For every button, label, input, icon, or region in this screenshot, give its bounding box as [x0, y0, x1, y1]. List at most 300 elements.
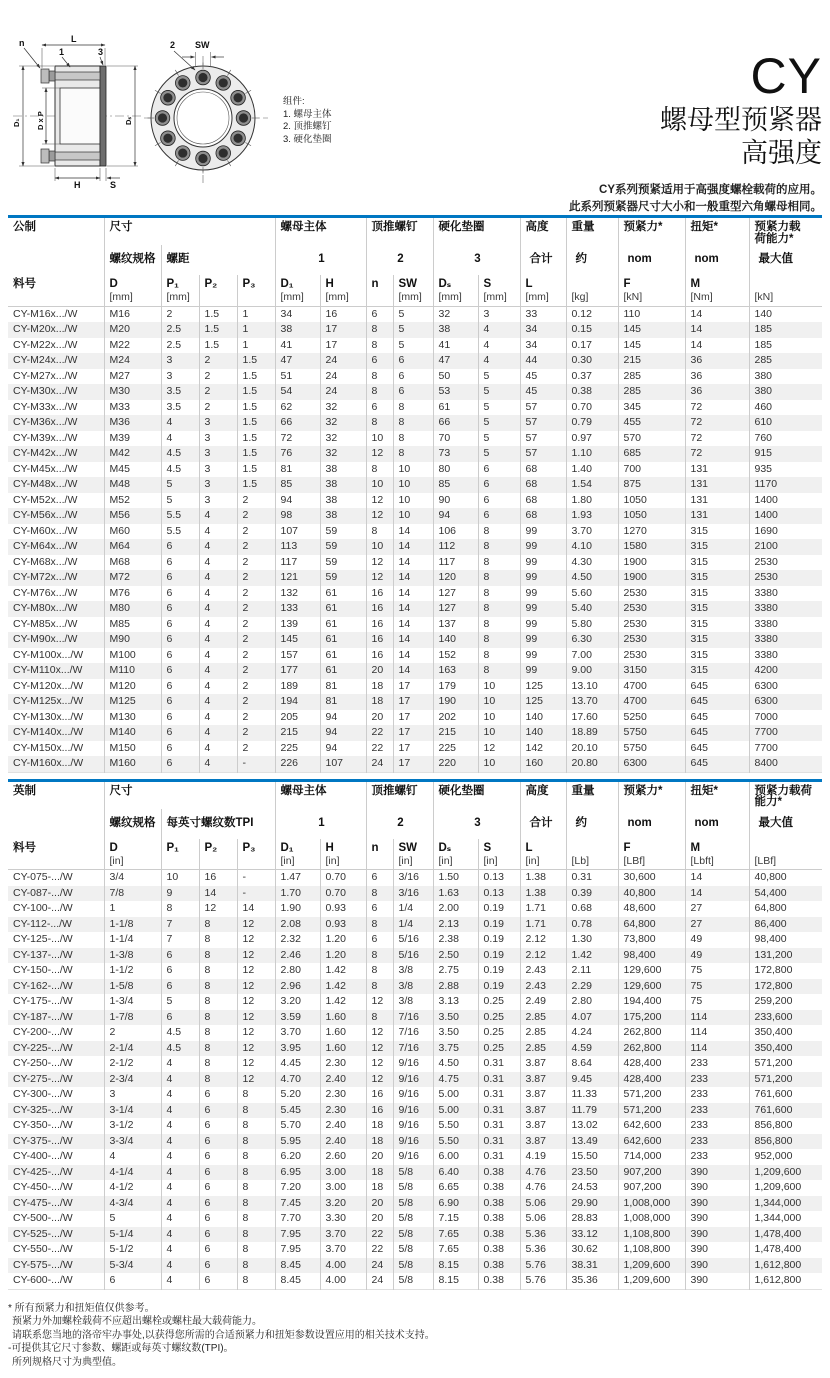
table-cell: 233 — [685, 1103, 749, 1119]
table-cell: CY-M22x.../W — [13, 338, 78, 351]
table-cell: 3.5 — [161, 400, 199, 416]
table-cell: 18.89 — [566, 725, 618, 741]
table-cell: 3 — [199, 477, 237, 493]
table-cell: 38 — [275, 322, 320, 338]
table-cell: 645 — [685, 679, 749, 695]
table-cell: CY-200-.../W — [13, 1026, 73, 1038]
table-cell: 6 — [161, 648, 199, 664]
table-cell: M60 — [104, 524, 161, 540]
description-line: 此系列预紧器尺寸大小和一般重型六角螺母相同。 — [569, 201, 822, 213]
table-cell: 7700 — [749, 725, 822, 741]
table-row — [8, 663, 822, 679]
table-cell: 54,400 — [749, 886, 822, 902]
table-cell: 4 — [199, 539, 237, 555]
table-cell: 3 — [199, 431, 237, 447]
table-cell: 14 — [685, 322, 749, 338]
table-cell: 5250 — [618, 710, 685, 726]
table-cell: 5.76 — [520, 1273, 566, 1289]
table-cell: 2.5 — [161, 322, 199, 338]
table-cell: 6 — [393, 353, 433, 369]
table-cell: 215 — [618, 353, 685, 369]
table-cell: 262,800 — [618, 1041, 685, 1057]
table-cell: 2.85 — [520, 1025, 566, 1041]
table-cell: 0.78 — [566, 917, 618, 933]
table-cell: 8 — [237, 1134, 275, 1150]
table-cell: 5/16 — [393, 932, 433, 948]
column-header: 硬化垫圈 — [433, 780, 520, 809]
table-row — [8, 322, 822, 338]
table-cell: 0.19 — [478, 979, 520, 995]
table-cell: 18 — [366, 1180, 393, 1196]
table-cell: CY-275-.../W — [13, 1072, 73, 1085]
table-cell: 112 — [433, 539, 478, 555]
column-header: D₁ [mm] — [275, 275, 320, 306]
table-cell: 10 — [478, 725, 520, 741]
table-cell: 2.13 — [433, 917, 478, 933]
table-cell: 6 — [161, 663, 199, 679]
table-cell: 8 — [237, 1242, 275, 1258]
table-cell: 9/16 — [393, 1118, 433, 1134]
table-cell: 76 — [275, 446, 320, 462]
table-cell: 32 — [320, 431, 366, 447]
table-cell: 0.31 — [478, 1134, 520, 1150]
table-cell: 2.40 — [320, 1072, 366, 1088]
table-cell: 0.19 — [478, 963, 520, 979]
page-subtitle: 高强度 — [741, 138, 822, 168]
table-row — [8, 369, 822, 385]
column-header: nom — [618, 809, 685, 839]
table-cell: 1.5 — [199, 338, 237, 354]
table-cell: 2.49 — [520, 994, 566, 1010]
table-cell: 2 — [237, 524, 275, 540]
column-header: S [mm] — [478, 275, 520, 306]
table-cell: 45 — [520, 384, 566, 400]
table-cell: 7/16 — [393, 1025, 433, 1041]
table-cell: 570 — [618, 431, 685, 447]
table-cell: M20 — [104, 322, 161, 338]
table-cell: 36 — [685, 353, 749, 369]
table-cell: 3/16 — [393, 870, 433, 886]
table-row — [8, 524, 822, 540]
table-cell: 7000 — [749, 710, 822, 726]
table-cell: 20 — [366, 710, 393, 726]
table-cell: 3380 — [749, 617, 822, 633]
table-row — [8, 353, 822, 369]
table-cell: CY-M24x.../W — [13, 354, 78, 366]
table-cell: 6300 — [618, 756, 685, 772]
table-cell: 0.70 — [320, 870, 366, 886]
table-cell: 225 — [275, 741, 320, 757]
table-cell: 6 — [478, 462, 520, 478]
table-cell: 12 — [366, 570, 393, 586]
table-cell: 22 — [366, 741, 393, 757]
table-cell: 0.25 — [478, 1041, 520, 1057]
table-cell: 856,800 — [749, 1134, 822, 1150]
product-description — [569, 182, 822, 216]
table-cell: 17 — [393, 741, 433, 757]
table-cell: 8 — [199, 963, 237, 979]
table-cell: 645 — [685, 741, 749, 757]
table-cell: 2.40 — [320, 1118, 366, 1134]
table-row — [8, 679, 822, 695]
table-cell: 59 — [320, 555, 366, 571]
table-cell: 131 — [685, 508, 749, 524]
table-cell: 7.15 — [433, 1211, 478, 1227]
table-cell: 390 — [685, 1273, 749, 1289]
hardened-washer-section — [100, 66, 106, 166]
table-cell: 6 — [161, 679, 199, 695]
table-cell: 8 — [237, 1227, 275, 1243]
table-cell: 8 — [161, 901, 199, 917]
table-row — [8, 1273, 822, 1289]
column-header: P₃ — [237, 839, 275, 870]
column-header: 约 — [566, 809, 618, 839]
table-cell: 8 — [366, 462, 393, 478]
table-cell: 35.36 — [566, 1273, 618, 1289]
table-cell: 75 — [685, 963, 749, 979]
column-header: M [Lbft] — [685, 839, 749, 870]
table-cell: 4 — [161, 1196, 199, 1212]
table-cell: 6 — [161, 710, 199, 726]
table-cell: 1.30 — [566, 932, 618, 948]
table-cell: 6 — [199, 1273, 237, 1289]
table-cell: 29.90 — [566, 1196, 618, 1212]
table-cell: 5.50 — [433, 1134, 478, 1150]
table-cell: 1-1/2 — [104, 963, 161, 979]
table-cell: 6.40 — [433, 1165, 478, 1181]
table-cell: 140 — [520, 710, 566, 726]
table-cell: 4.76 — [520, 1165, 566, 1181]
table-cell: 6 — [161, 601, 199, 617]
footnote-line: 所列规格尺寸为典型值。 — [12, 1356, 122, 1368]
table-cell: M68 — [104, 555, 161, 571]
table-cell: 315 — [685, 601, 749, 617]
table-cell: M100 — [104, 648, 161, 664]
table-cell: 4 — [199, 632, 237, 648]
description-line: CY系列预紧适用于高强度螺栓载荷的应用。 — [599, 184, 822, 196]
table-cell: 390 — [685, 1165, 749, 1181]
table-cell: 16 — [366, 648, 393, 664]
table-cell: 41 — [433, 338, 478, 354]
table-cell: 12 — [366, 994, 393, 1010]
table-cell: 99 — [520, 663, 566, 679]
table-cell: 68 — [520, 508, 566, 524]
callout-part1: 1 — [59, 47, 65, 57]
table-cell: 2.32 — [275, 932, 320, 948]
table-cell: 99 — [520, 555, 566, 571]
table-cell: 6 — [161, 586, 199, 602]
table-cell: 1.42 — [320, 963, 366, 979]
table-cell: 137 — [433, 617, 478, 633]
table-cell: 14 — [393, 601, 433, 617]
table-cell: 1,478,400 — [749, 1242, 822, 1258]
table-cell: M48 — [104, 477, 161, 493]
table-cell: CY-M150x.../W — [13, 741, 84, 754]
table-cell: 935 — [749, 462, 822, 478]
table-cell: 24 — [320, 384, 366, 400]
bore-circle — [174, 89, 232, 147]
table-cell: 1,008,000 — [618, 1196, 685, 1212]
table-cell: 2530 — [618, 648, 685, 664]
table-row — [8, 632, 822, 648]
table-cell: CY-M120x.../W — [13, 679, 84, 692]
table-cell: 94 — [275, 493, 320, 509]
table-cell: 59 — [320, 539, 366, 555]
table-cell: 14 — [685, 870, 749, 886]
table-cell: 4 — [199, 756, 237, 772]
table-cell: 49 — [685, 932, 749, 948]
table-cell: CY-M48x.../W — [13, 478, 78, 490]
table-cell: M64 — [104, 539, 161, 555]
table-cell: 110 — [618, 306, 685, 322]
table-cell: 6300 — [749, 694, 822, 710]
table-cell: 390 — [685, 1180, 749, 1196]
table-cell: 5 — [478, 384, 520, 400]
column-header — [8, 245, 104, 275]
table-cell: M24 — [104, 353, 161, 369]
column-header: 扭矩* — [685, 217, 749, 246]
table-cell: 2 — [237, 725, 275, 741]
table-cell: 3150 — [618, 663, 685, 679]
table-cell: 4 — [199, 508, 237, 524]
table-cell: 14 — [393, 648, 433, 664]
table-cell: 1.42 — [320, 979, 366, 995]
table-cell: 8 — [366, 1010, 393, 1026]
table-cell: 2.40 — [320, 1134, 366, 1150]
table-cell: 12 — [237, 1056, 275, 1072]
table-cell: 14 — [393, 539, 433, 555]
table-cell: 1-5/8 — [104, 979, 161, 995]
table-cell: 1-3/4 — [104, 994, 161, 1010]
table-cell: 32 — [320, 400, 366, 416]
table-row — [8, 1103, 822, 1119]
table-cell: 51 — [275, 369, 320, 385]
table-cell: 98,400 — [618, 948, 685, 964]
table-cell: CY-150-.../W — [13, 964, 73, 976]
table-cell: 8 — [478, 524, 520, 540]
table-cell: 6 — [161, 741, 199, 757]
table-cell: 1,612,800 — [749, 1258, 822, 1274]
dim-label-ds: Dₛ — [124, 116, 133, 125]
table-cell: 8 — [366, 917, 393, 933]
table-cell: 113 — [275, 539, 320, 555]
table-cell: CY-125-.../W — [13, 933, 73, 945]
table-cell: 18 — [366, 694, 393, 710]
table-cell: 2 — [199, 400, 237, 416]
table-cell: 390 — [685, 1211, 749, 1227]
table-cell: 4.30 — [566, 555, 618, 571]
table-cell: 3.30 — [320, 1211, 366, 1227]
table-cell: 133 — [275, 601, 320, 617]
table-cell: CY-M20x.../W — [13, 323, 78, 335]
column-header: P₁ [mm] — [161, 275, 199, 306]
table-cell: 23.50 — [566, 1165, 618, 1181]
table-cell: 3.50 — [433, 1025, 478, 1041]
column-header: 公制 — [13, 221, 36, 233]
table-cell: 856,800 — [749, 1118, 822, 1134]
table-cell: 3/16 — [393, 886, 433, 902]
table-cell: M39 — [104, 431, 161, 447]
table-cell: 172,800 — [749, 979, 822, 995]
table-cell: 2530 — [618, 586, 685, 602]
table-cell: 32 — [320, 415, 366, 431]
legend-item: 3. 硬化垫圈 — [283, 133, 332, 145]
table-cell: 107 — [320, 756, 366, 772]
table-cell: 6 — [199, 1258, 237, 1274]
table-cell: 0.38 — [478, 1242, 520, 1258]
table-row — [8, 601, 822, 617]
table-cell: 2530 — [749, 555, 822, 571]
table-cell: 12 — [237, 1072, 275, 1088]
table-cell: CY-M30x.../W — [13, 385, 78, 397]
table-cell: 5.40 — [566, 601, 618, 617]
table-cell: 34 — [520, 338, 566, 354]
table-cell: 2.43 — [520, 963, 566, 979]
table-cell: 30.62 — [566, 1242, 618, 1258]
table-cell: 285 — [618, 384, 685, 400]
column-header: 顶推螺钉 — [366, 217, 433, 246]
table-cell: 262,800 — [618, 1025, 685, 1041]
table-cell: 0.70 — [320, 886, 366, 902]
table-cell: CY-137-.../W — [13, 948, 73, 961]
table-cell: 1.54 — [566, 477, 618, 493]
table-cell: 5.80 — [566, 617, 618, 633]
table-cell: 6 — [199, 1149, 237, 1165]
table-cell: 17 — [393, 694, 433, 710]
table-cell: 3.00 — [320, 1180, 366, 1196]
table-cell: 1.63 — [433, 886, 478, 902]
table-cell: 12 — [237, 994, 275, 1010]
table-cell: 6 — [478, 493, 520, 509]
table-cell: 233,600 — [749, 1010, 822, 1026]
table-cell: 0.15 — [566, 322, 618, 338]
table-cell: 70 — [433, 431, 478, 447]
table-cell: 2.85 — [520, 1041, 566, 1057]
table-cell: 5/8 — [393, 1273, 433, 1289]
table-cell: 5 — [393, 322, 433, 338]
table-cell: 1.60 — [320, 1010, 366, 1026]
product-code: CY — [750, 48, 822, 104]
column-header: P₂ — [199, 275, 237, 306]
table-cell: 259,200 — [749, 994, 822, 1010]
table-cell: 3380 — [749, 586, 822, 602]
table-cell: 6300 — [749, 679, 822, 695]
table-cell: 0.38 — [478, 1180, 520, 1196]
table-cell: 315 — [685, 586, 749, 602]
table-cell: 0.79 — [566, 415, 618, 431]
table-cell: 98,400 — [749, 932, 822, 948]
table-cell: 2-1/2 — [104, 1056, 161, 1072]
table-cell: 18 — [366, 1165, 393, 1181]
table-cell: 16 — [320, 306, 366, 322]
column-header: 扭矩* — [685, 780, 749, 809]
table-row — [8, 415, 822, 431]
table-cell: CY-M56x.../W — [13, 509, 78, 521]
table-cell: 17 — [393, 725, 433, 741]
table-cell: 0.13 — [478, 886, 520, 902]
table-cell: 40,800 — [618, 886, 685, 902]
column-header: 最大值 — [749, 809, 822, 839]
table-cell: 4 — [104, 1149, 161, 1165]
table-cell: 5 — [478, 415, 520, 431]
table-cell: M80 — [104, 601, 161, 617]
table-cell: 6.00 — [433, 1149, 478, 1165]
column-header: 螺母主体 — [275, 780, 366, 809]
table-cell: 7700 — [749, 741, 822, 757]
table-cell: CY-M125x.../W — [13, 695, 84, 707]
table-cell: 1.93 — [566, 508, 618, 524]
table-cell: 4 — [478, 322, 520, 338]
table-cell: 5.06 — [520, 1196, 566, 1212]
table-cell: 1,209,600 — [618, 1258, 685, 1274]
table-cell: 14 — [393, 570, 433, 586]
table-cell: 2 — [237, 539, 275, 555]
table-cell: 99 — [520, 648, 566, 664]
column-header: n — [366, 275, 393, 306]
page-header — [0, 0, 830, 215]
column-header: 英制 — [13, 784, 36, 797]
table-cell: 4.00 — [320, 1258, 366, 1274]
table-cell: CY-M110x.../W — [13, 664, 83, 676]
table-cell: 68 — [520, 477, 566, 493]
table-cell: 131 — [685, 477, 749, 493]
column-header: P₂ — [199, 839, 237, 870]
table-cell: 1.5 — [237, 369, 275, 385]
table-cell: 315 — [685, 524, 749, 540]
table-cell: 20 — [366, 663, 393, 679]
table-cell: 215 — [433, 725, 478, 741]
table-cell: 16 — [366, 632, 393, 648]
table-cell: 114 — [685, 1010, 749, 1026]
group-header-row — [8, 217, 822, 246]
table-cell: 225 — [433, 741, 478, 757]
table-cell: 127 — [433, 586, 478, 602]
table-cell: 0.70 — [566, 400, 618, 416]
table-cell: 2.12 — [520, 932, 566, 948]
table-row — [8, 1165, 822, 1181]
table-cell: 61 — [320, 601, 366, 617]
table-cell: 117 — [275, 555, 320, 571]
table-cell: 2 — [237, 586, 275, 602]
table-cell: 8 — [478, 632, 520, 648]
table-cell: M160 — [104, 756, 161, 772]
table-cell: 1900 — [618, 555, 685, 571]
table-cell: 3380 — [749, 632, 822, 648]
table-cell: 233 — [685, 1149, 749, 1165]
table-cell: 8 — [199, 994, 237, 1010]
table-cell: M85 — [104, 617, 161, 633]
table-cell: 54 — [275, 384, 320, 400]
table-cell: 13.02 — [566, 1118, 618, 1134]
table-cell: 57 — [520, 400, 566, 416]
table-cell: 1050 — [618, 508, 685, 524]
threaded-bore — [60, 88, 100, 144]
table-cell: 202 — [433, 710, 478, 726]
table-cell: 12 — [237, 932, 275, 948]
table-cell: 1400 — [749, 493, 822, 509]
column-header: F [kN] — [618, 275, 685, 306]
table-cell: 215 — [275, 725, 320, 741]
table-cell: 61 — [320, 586, 366, 602]
table-cell: 455 — [618, 415, 685, 431]
table-cell: 2 — [237, 617, 275, 633]
table-cell: 12 — [237, 963, 275, 979]
imperial-table-header — [8, 780, 822, 870]
table-cell: 4 — [161, 431, 199, 447]
page-title: 螺母型预紧器 — [660, 105, 822, 135]
table-cell: 33.12 — [566, 1227, 618, 1243]
table-cell: 145 — [618, 322, 685, 338]
